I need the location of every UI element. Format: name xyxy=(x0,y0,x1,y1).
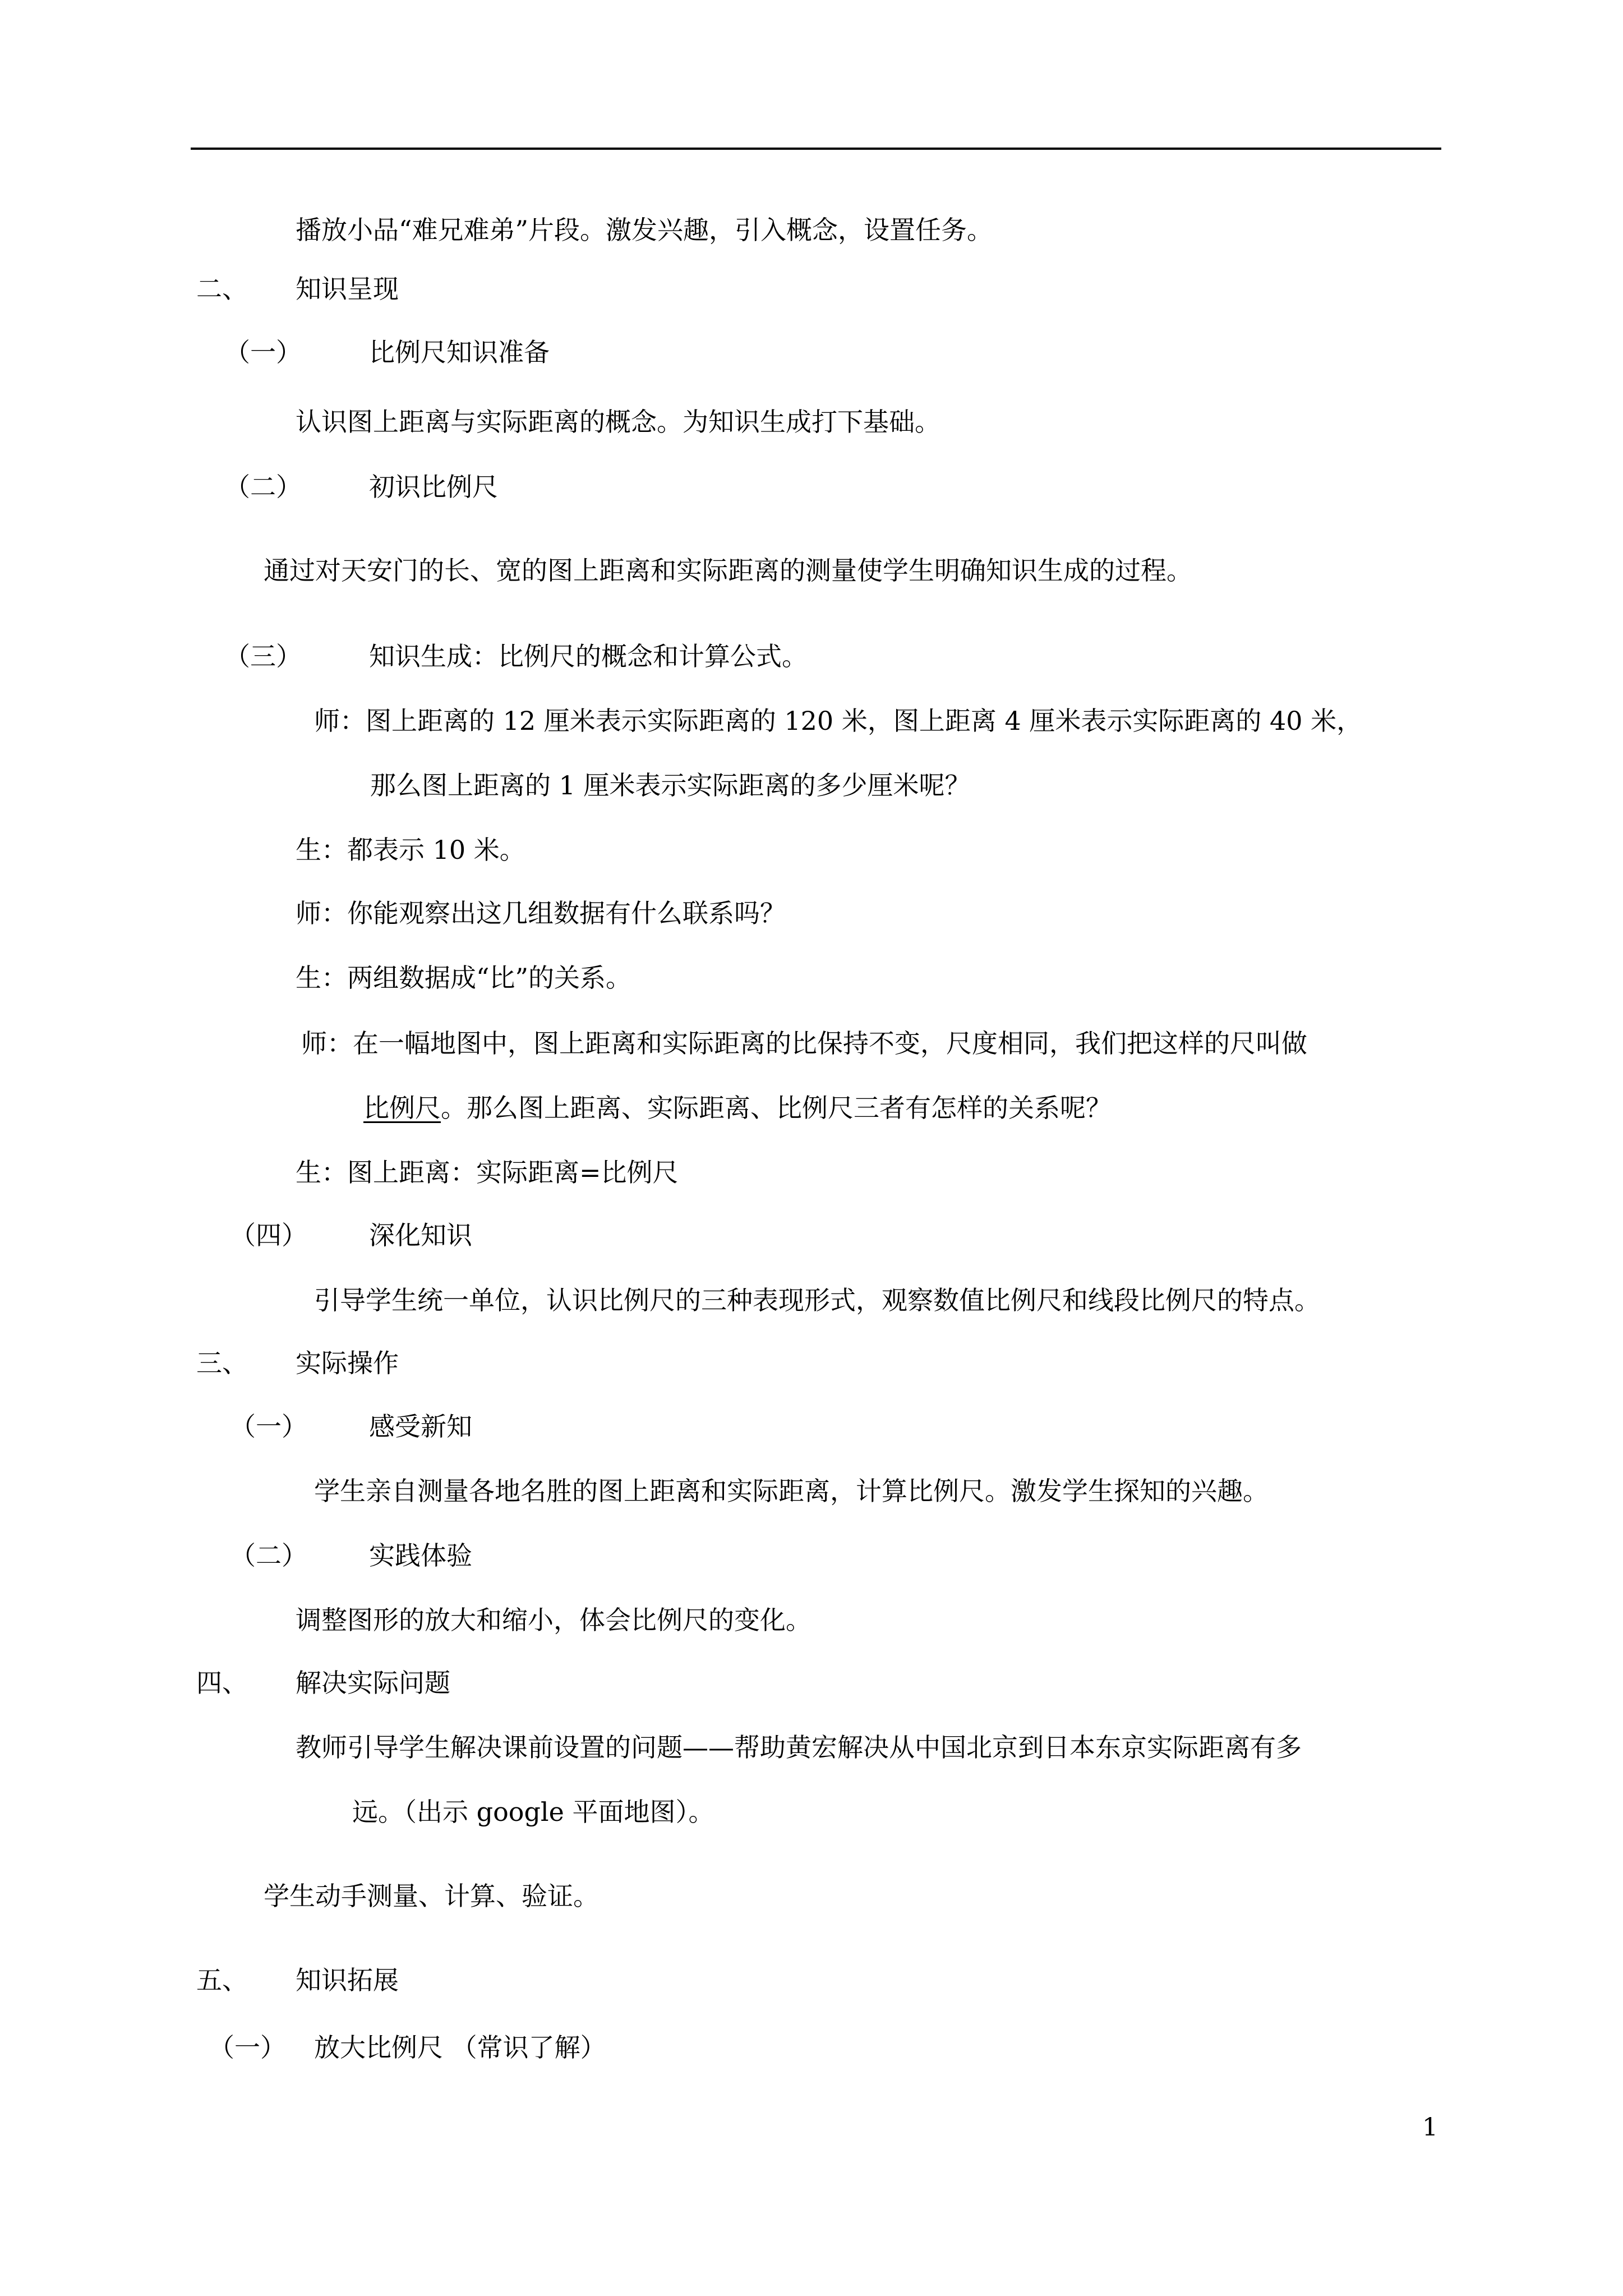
subsection-number: （四） xyxy=(230,1220,307,1250)
dialogue-text: 生：两组数据成“比”的关系。 xyxy=(296,963,632,993)
section-number: 三、 xyxy=(196,1348,248,1378)
section-title: 知识拓展 xyxy=(296,1965,399,1995)
paragraph xyxy=(296,1731,1302,1764)
paragraph-text: 学生亲自测量各地名胜的图上距离和实际距离，计算比例尺。激发学生探知的兴趣。 xyxy=(314,1476,1269,1506)
dialogue-text: 生：都表示 10 米。 xyxy=(296,835,525,865)
subsection-title: 放大比例尺 （常识了解） xyxy=(314,2032,606,2063)
paragraph-text: 引导学生统一单位，认识比例尺的三种表现形式，观察数值比例尺和线段比例尺的特点。 xyxy=(314,1285,1320,1315)
subsection-title: 感受新知 xyxy=(369,1411,472,1442)
paragraph-text: 学生动手测量、计算、验证。 xyxy=(264,1881,599,1911)
section-title: 实际操作 xyxy=(296,1348,399,1378)
paragraph xyxy=(264,1879,599,1913)
paragraph-continued xyxy=(352,1795,714,1829)
paragraph xyxy=(296,405,940,439)
subsection-number: （一） xyxy=(230,1411,307,1442)
paragraph-text: 教师引导学生解决课前设置的问题——帮助黄宏解决从中国北京到日本东京实际距离有多 xyxy=(296,1732,1302,1763)
paragraph-text: 远。（出示 google 平面地图）。 xyxy=(352,1797,714,1827)
subsection-number: （一） xyxy=(209,2032,286,2063)
dialogue-line xyxy=(296,833,525,867)
subsection-number: （二） xyxy=(230,1540,307,1571)
paragraph-text: 认识图上距离与实际距离的概念。为知识生成打下基础。 xyxy=(296,407,940,437)
formula-text: 生：图上距离：实际距离=比例尺 xyxy=(296,1157,679,1188)
paragraph xyxy=(314,1474,1269,1508)
section-number: 四、 xyxy=(196,1668,248,1698)
dialogue-text: 那么图上距离的 1 厘米表示实际距离的多少厘米呢？ xyxy=(370,770,971,800)
dialogue-line xyxy=(301,1027,1307,1060)
intro-text: 播放小品“难兄难弟”片段。激发兴趣，引入概念，设置任务。 xyxy=(296,215,993,245)
paragraph xyxy=(296,1603,811,1637)
paragraph xyxy=(314,1283,1320,1317)
paragraph-text: 通过对天安门的长、宽的图上距离和实际距离的测量使学生明确知识生成的过程。 xyxy=(264,555,1192,586)
subsection-title: 比例尺知识准备 xyxy=(369,337,550,367)
subsection-title: 实践体验 xyxy=(369,1540,472,1571)
subsection-number: （二） xyxy=(224,472,302,502)
dialogue-line xyxy=(314,704,1362,738)
page-number: 1 xyxy=(1422,2113,1438,2142)
subsection-title: 深化知识 xyxy=(369,1220,472,1250)
dialogue-line xyxy=(296,1156,679,1189)
dialogue-line xyxy=(296,961,631,995)
section-number: 五、 xyxy=(196,1965,248,1995)
section-title: 解决实际问题 xyxy=(296,1668,450,1698)
dialogue-text: 师：图上距离的 12 厘米表示实际距离的 120 米，图上距离 4 厘米表示实际距离的 40 米， xyxy=(314,706,1363,736)
intro-paragraph xyxy=(296,213,993,247)
paragraph-text: 调整图形的放大和缩小，体会比例尺的变化。 xyxy=(296,1605,811,1635)
subsection-number: （三） xyxy=(224,641,302,671)
subsection-title: 知识生成：比例尺的概念和计算公式。 xyxy=(369,641,808,671)
subsection-title: 初识比例尺 xyxy=(369,472,498,502)
dialogue-line-continued xyxy=(363,1091,1112,1125)
dialogue-line-continued xyxy=(370,769,971,802)
dialogue-text: 师：在一幅地图中，图上距离和实际距离的比保持不变，尺度相同，我们把这样的尺叫做 xyxy=(301,1028,1307,1059)
dialogue-text: 师：你能观察出这几组数据有什么联系吗？ xyxy=(296,898,786,928)
paragraph xyxy=(264,554,1192,587)
section-title: 知识呈现 xyxy=(296,274,399,304)
dialogue-line xyxy=(296,896,786,930)
dialogue-text: 。那么图上距离、实际距离、比例尺三者有怎样的关系呢？ xyxy=(441,1093,1112,1123)
section-number: 二、 xyxy=(196,274,248,304)
underlined-term: 比例尺 xyxy=(363,1093,441,1123)
subsection-number: （一） xyxy=(224,337,302,367)
header-rule xyxy=(191,148,1441,150)
